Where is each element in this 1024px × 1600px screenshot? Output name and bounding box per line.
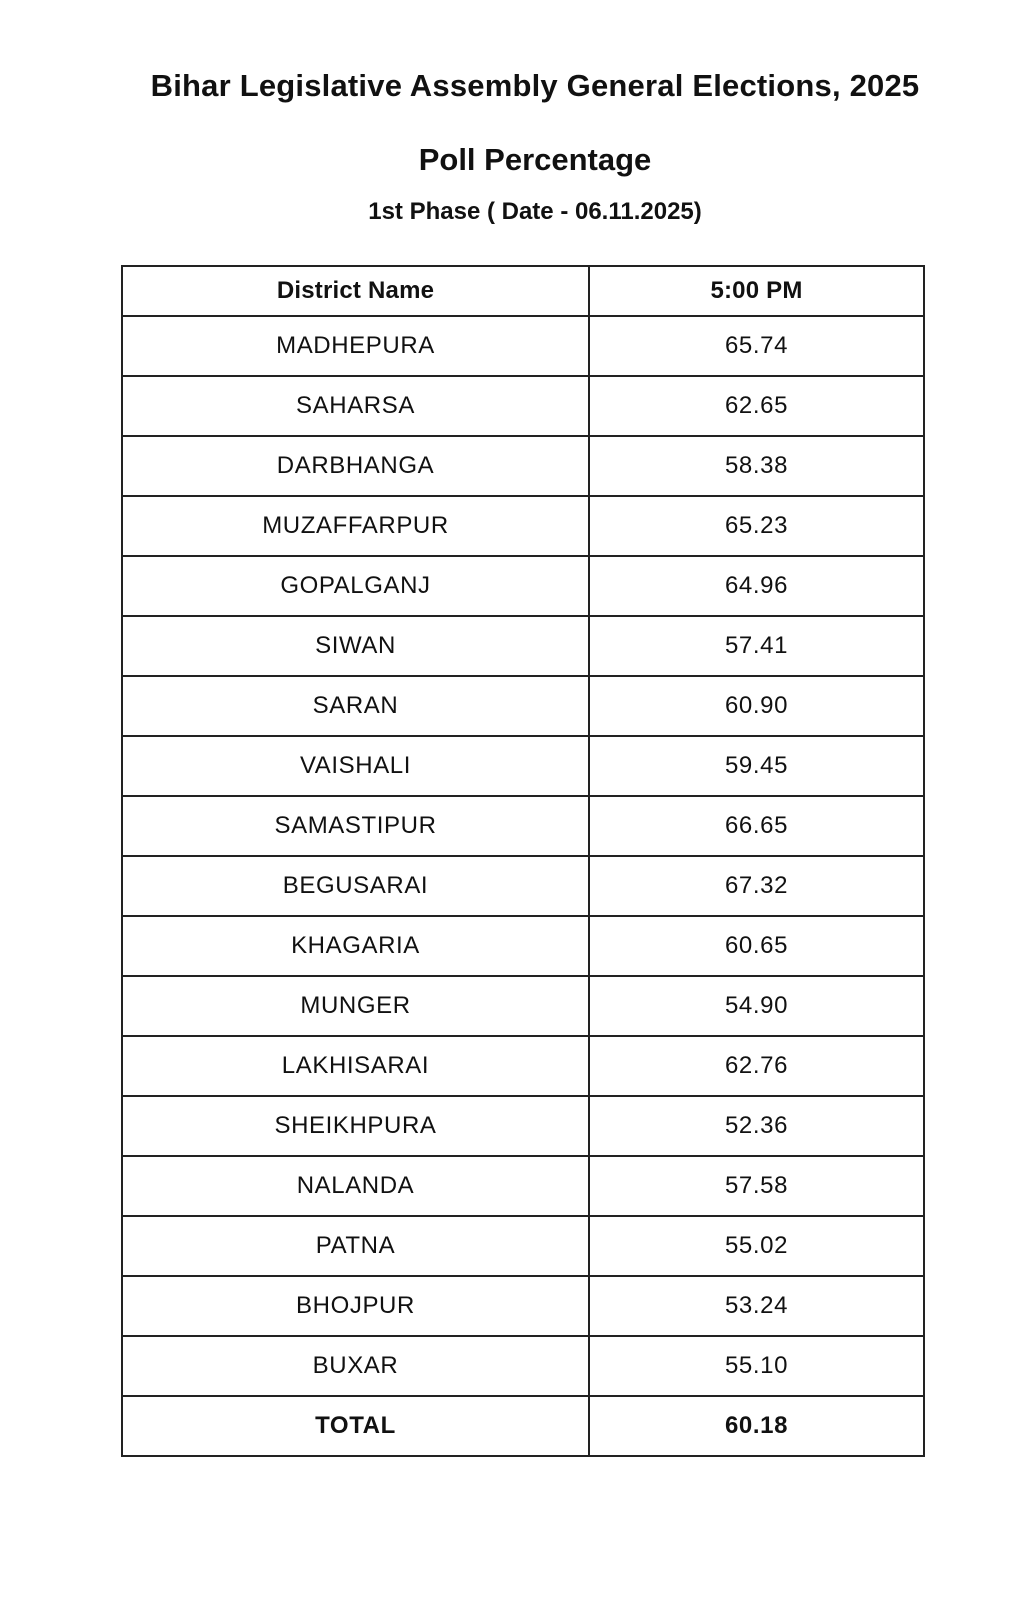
percentage-cell: 52.36 [589,1096,924,1156]
table-row [122,1096,924,1156]
total-label-cell: TOTAL [122,1396,589,1456]
table-row [122,436,924,496]
table-row [122,1156,924,1216]
table-row [122,496,924,556]
district-cell: SARAN [122,676,589,736]
table-row [122,1216,924,1276]
district-cell: SHEIKHPURA [122,1096,589,1156]
district-cell: SAMASTIPUR [122,796,589,856]
poll-percentage-table-container [121,265,923,1457]
percentage-cell: 57.58 [589,1156,924,1216]
percentage-cell: 64.96 [589,556,924,616]
percentage-cell: 66.65 [589,796,924,856]
document-subtitle: Poll Percentage [418,142,652,177]
table-row [122,376,924,436]
district-cell: BEGUSARAI [122,856,589,916]
table-row [122,1336,924,1396]
table-row [122,556,924,616]
table-row [122,916,924,976]
percentage-cell: 55.10 [589,1336,924,1396]
district-cell: SIWAN [122,616,589,676]
percentage-cell: 65.23 [589,496,924,556]
district-cell: NALANDA [122,1156,589,1216]
table-header-row [122,266,924,316]
percentage-cell: 60.65 [589,916,924,976]
percentage-cell: 54.90 [589,976,924,1036]
percentage-cell: 57.41 [589,616,924,676]
document-title: Bihar Legislative Assembly General Elections, 2025 [150,68,920,103]
district-cell: MUNGER [122,976,589,1036]
poll-percentage-table [121,265,925,1457]
table-row [122,316,924,376]
district-cell: SAHARSA [122,376,589,436]
table-row [122,736,924,796]
district-cell: LAKHISARAI [122,1036,589,1096]
percentage-cell: 59.45 [589,736,924,796]
percentage-cell: 67.32 [589,856,924,916]
total-row [122,1396,924,1456]
district-cell: BHOJPUR [122,1276,589,1336]
district-cell: BUXAR [122,1336,589,1396]
percentage-cell: 60.90 [589,676,924,736]
phase-date-line: 1st Phase ( Date - 06.11.2025) [368,198,702,225]
table-body [122,316,924,1456]
district-cell: PATNA [122,1216,589,1276]
district-cell: GOPALGANJ [122,556,589,616]
total-value-cell: 60.18 [589,1396,924,1456]
percentage-cell: 65.74 [589,316,924,376]
percentage-cell: 58.38 [589,436,924,496]
table-row [122,976,924,1036]
percentage-cell: 62.65 [589,376,924,436]
district-cell: KHAGARIA [122,916,589,976]
percentage-cell: 55.02 [589,1216,924,1276]
table-row [122,616,924,676]
table-row [122,1036,924,1096]
percentage-cell: 62.76 [589,1036,924,1096]
table-row [122,1276,924,1336]
column-header-time: 5:00 PM [589,266,924,316]
percentage-cell: 53.24 [589,1276,924,1336]
district-cell: MADHEPURA [122,316,589,376]
table-row [122,676,924,736]
column-header-district: District Name [122,266,589,316]
district-cell: MUZAFFARPUR [122,496,589,556]
table-row [122,856,924,916]
district-cell: DARBHANGA [122,436,589,496]
district-cell: VAISHALI [122,736,589,796]
table-row [122,796,924,856]
